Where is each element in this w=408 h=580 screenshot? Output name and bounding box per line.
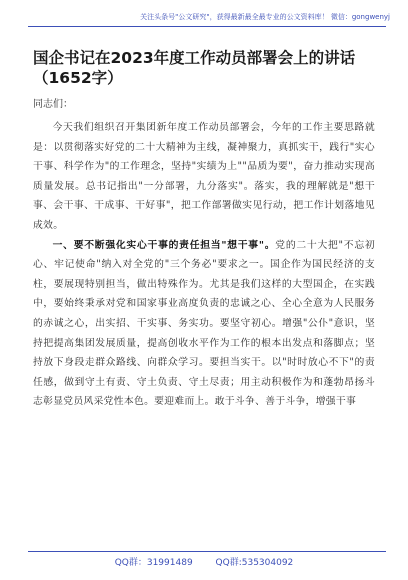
- paragraph-text: 党的二十大把"不忘初心、牢记使命"纳入对全党的"三个务必"要求之一。国企作为国民经济的支柱，要展现特别担当，做出特殊作为。尤其是我们这样的大型国企，在实践中，要始终秉承对党和国家事业高度负责的忠诚之心、全心全意为人民服务的赤诚之心，出实招、干实事、务实功。要坚守初心。增强"公仆"意识，坚持把提高集团发展质量，提高创收水平作为工作的根本出发点和落脚点；坚持放下身段走群众路线、向群众学习。要担当实干。以"时时放心不下"的责任感，做到守土有责、守土负责、守土尽责；用主动积极作为和蓬勃昂扬斗志彰显党员风采党性本色。要迎难而上。敢于斗争、善于斗争，增强干事: [33, 239, 375, 408]
- salutation: 同志们：: [33, 99, 73, 110]
- document-title: 国企书记在2023年度工作动员部署会上的讲话（1652字）: [33, 49, 356, 87]
- footer-divider: [28, 551, 386, 552]
- paragraph-text: 今天我们组织召开集团新年度工作动员部署会，今年的工作主要思路就是：以贯彻落实好党的二十大精神为主线，凝神聚力，真抓实干，践行"实心干事、科学作为"的工作理念，坚持"实绩为上""品质为要"，奋力推动实现高质量发展。总书记指出"一分部署，九分落实"。落实，我的理解就是"想干事、会干事、干成事、干好事"，把工作部署做实见行动，把工作计划落地见成效。: [33, 122, 375, 231]
- document-body: [33, 118, 375, 412]
- footer-qq-group-2: QQ群:535304092: [215, 558, 294, 568]
- page-footer: [0, 555, 408, 568]
- paragraph: [33, 118, 375, 236]
- header-divider: [28, 26, 386, 27]
- section-heading: 一、要不断强化实心干事的责任担当"想干事"。: [52, 239, 276, 251]
- footer-qq-group-1: QQ群：31991489: [114, 558, 193, 568]
- paragraph: [33, 236, 375, 412]
- page-header: 关注头条号"公文研究"，获得最新最全最专业的公文资料库！ 微信：gongwenyj: [140, 13, 390, 21]
